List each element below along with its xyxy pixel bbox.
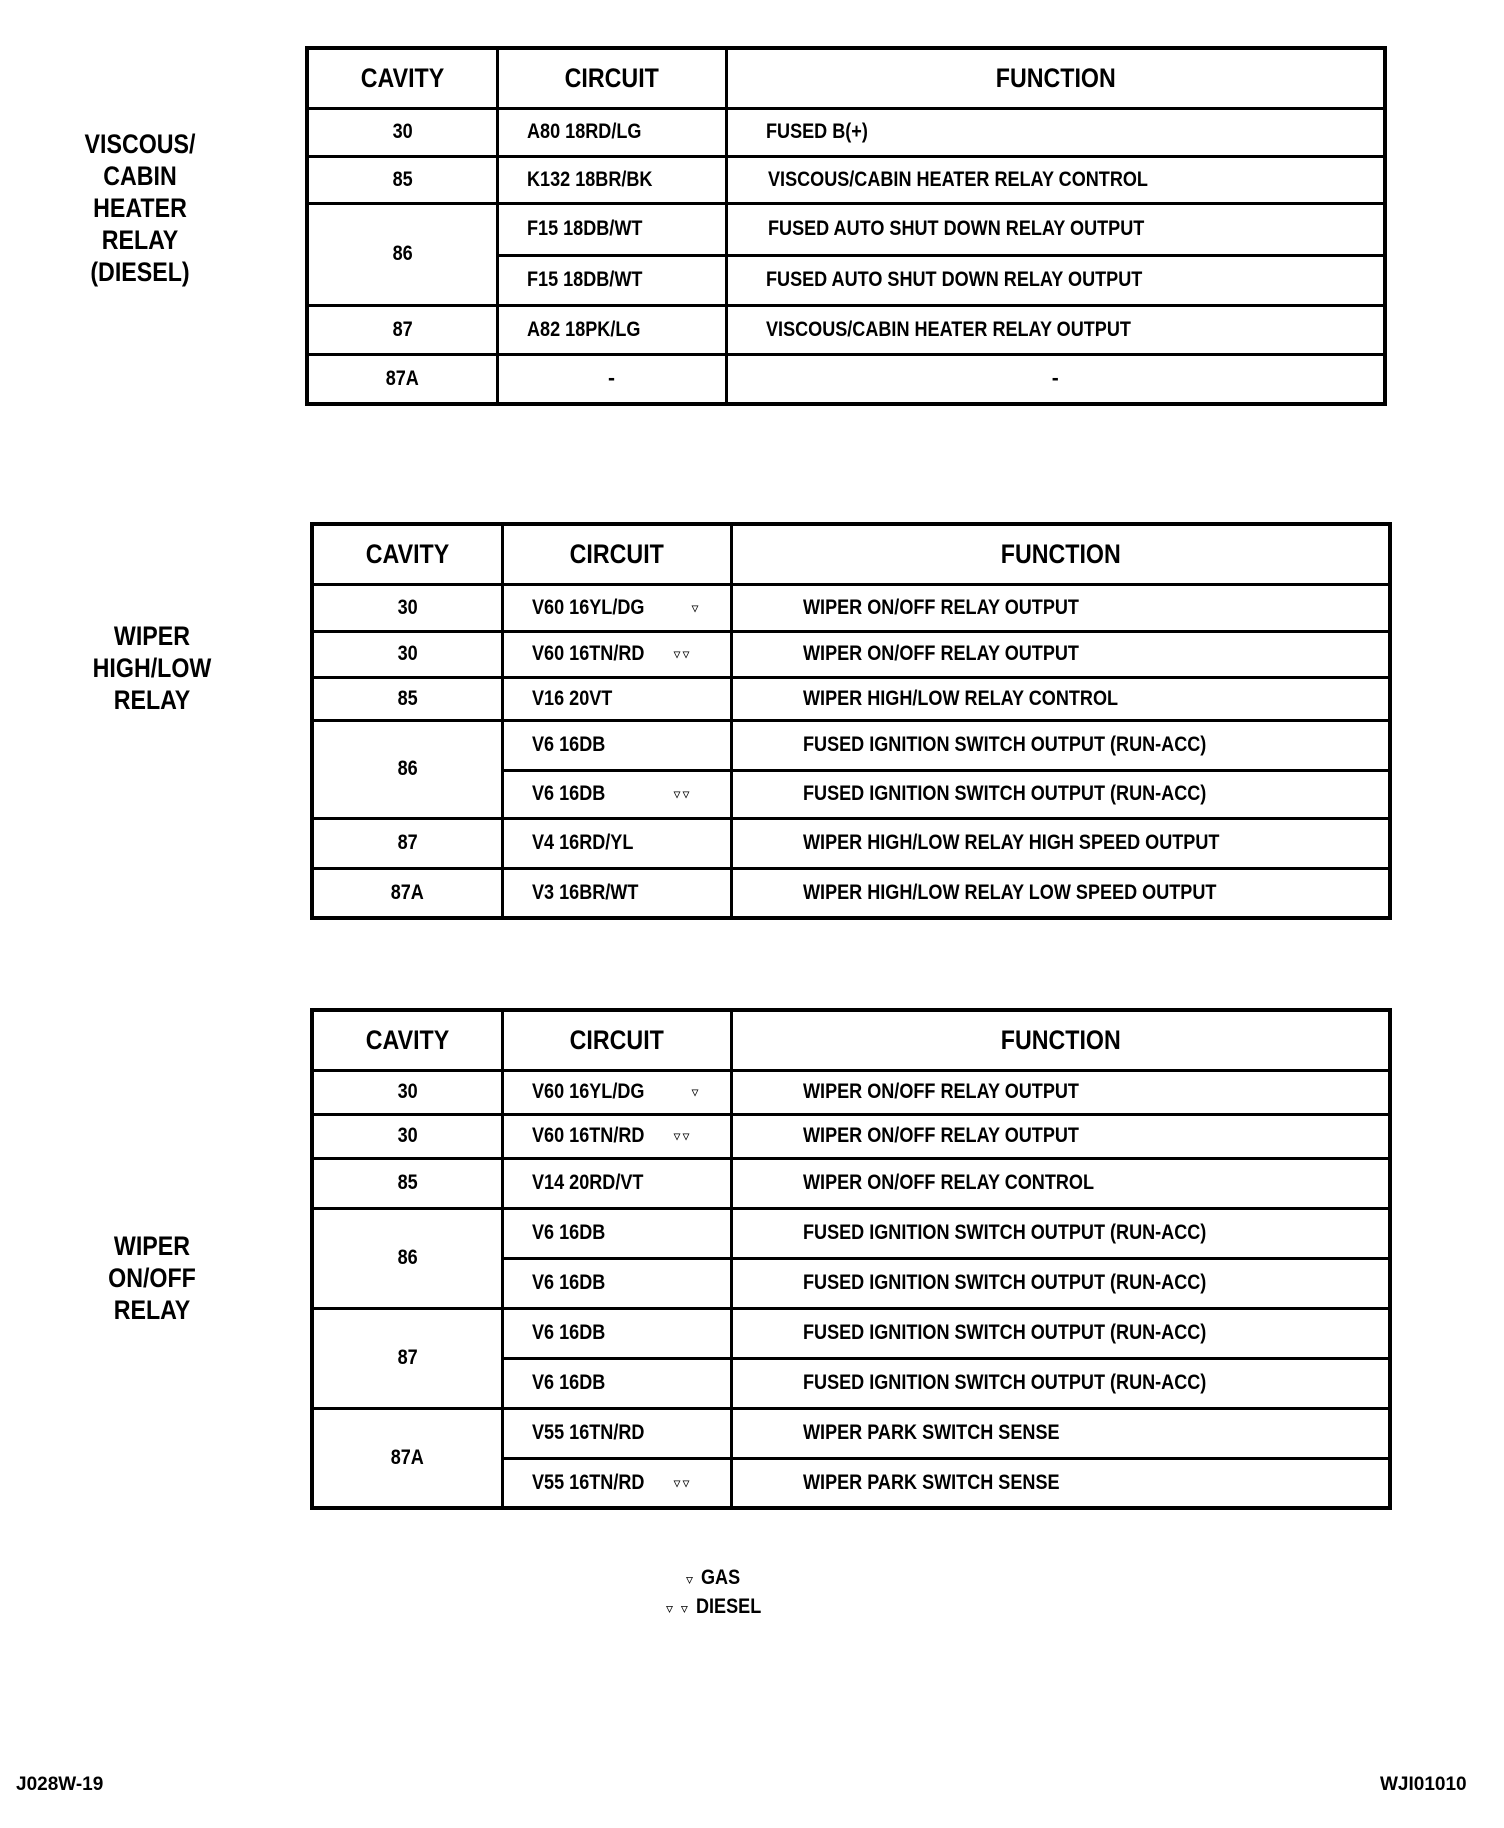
section-label-wiper-high-low-relay: WIPER HIGH/LOW RELAY <box>92 621 212 715</box>
table-row <box>307 203 1385 255</box>
header-function: FUNCTION <box>731 1010 1390 1070</box>
circuit-cell: V60 16TN/RD ▿▿ <box>502 631 731 677</box>
header-cavity: CAVITY <box>312 1010 502 1070</box>
function-cell: FUSED IGNITION SWITCH OUTPUT (RUN-ACC) <box>731 1308 1390 1358</box>
function-cell: WIPER HIGH/LOW RELAY LOW SPEED OUTPUT <box>731 868 1390 918</box>
table-row <box>312 1308 1390 1358</box>
table-row <box>312 1408 1390 1458</box>
cavity-cell: 30 <box>307 108 497 156</box>
header-circuit: CIRCUIT <box>502 1010 731 1070</box>
header-circuit: CIRCUIT <box>497 48 726 108</box>
circuit-cell: V60 16TN/RD ▿▿ <box>502 1114 731 1158</box>
cavity-cell: 30 <box>312 631 502 677</box>
circuit-cell: V6 16DB <box>502 1258 731 1308</box>
function-cell: WIPER HIGH/LOW RELAY CONTROL <box>731 677 1390 720</box>
table-row <box>307 305 1385 354</box>
table-row <box>307 108 1385 156</box>
function-cell: FUSED AUTO SHUT DOWN RELAY OUTPUT <box>726 203 1385 255</box>
table-row <box>312 677 1390 720</box>
diesel-marker-icon: ▿▿ <box>673 645 692 662</box>
circuit-cell: - <box>497 354 726 404</box>
cavity-cell: 86 <box>312 720 502 818</box>
function-cell: VISCOUS/CABIN HEATER RELAY CONTROL <box>726 156 1385 203</box>
table-row <box>312 584 1390 631</box>
legend-item-gas: ▿ GAS <box>686 1566 741 1589</box>
circuit-cell: V4 16RD/YL <box>502 818 731 868</box>
function-cell: FUSED IGNITION SWITCH OUTPUT (RUN-ACC) <box>731 1258 1390 1308</box>
diesel-marker-icon: ▿▿ <box>673 1127 692 1144</box>
cavity-cell: 86 <box>307 203 497 305</box>
function-cell: - <box>726 354 1385 404</box>
function-cell: WIPER PARK SWITCH SENSE <box>731 1408 1390 1458</box>
circuit-cell: V6 16DB <box>502 1208 731 1258</box>
header-cavity: CAVITY <box>307 48 497 108</box>
table-row <box>312 868 1390 918</box>
circuit-cell: V6 16DB <box>502 1358 731 1408</box>
function-cell: WIPER HIGH/LOW RELAY HIGH SPEED OUTPUT <box>731 818 1390 868</box>
table-row <box>312 818 1390 868</box>
gas-marker-icon: ▿ <box>691 1083 701 1100</box>
diesel-marker-icon: ▿ ▿ <box>666 1600 690 1616</box>
header-cavity: CAVITY <box>312 524 502 584</box>
table-row <box>307 156 1385 203</box>
function-cell: FUSED IGNITION SWITCH OUTPUT (RUN-ACC) <box>731 770 1390 818</box>
figure-id-left: J028W-19 <box>16 1774 104 1795</box>
function-cell: VISCOUS/CABIN HEATER RELAY OUTPUT <box>726 305 1385 354</box>
cavity-cell: 87A <box>307 354 497 404</box>
function-cell: FUSED B(+) <box>726 108 1385 156</box>
cavity-cell: 85 <box>312 1158 502 1208</box>
circuit-cell: V6 16DB <box>502 1308 731 1358</box>
section-label-viscous-cabin-heater-relay: VISCOUS/ CABIN HEATER RELAY (DIESEL) <box>84 129 196 287</box>
function-cell: FUSED AUTO SHUT DOWN RELAY OUTPUT <box>726 255 1385 305</box>
table-row <box>312 720 1390 770</box>
table-header-row <box>307 48 1385 108</box>
connector-table-wiper-high-low <box>310 522 1392 920</box>
cavity-cell: 87 <box>312 1308 502 1408</box>
circuit-cell: V6 16DB <box>502 720 731 770</box>
circuit-cell: V60 16YL/DG ▿ <box>502 584 731 631</box>
function-cell: WIPER ON/OFF RELAY OUTPUT <box>731 1114 1390 1158</box>
function-cell: WIPER ON/OFF RELAY OUTPUT <box>731 1070 1390 1114</box>
connector-table-viscous-cabin-heater <box>305 46 1387 406</box>
table-row <box>312 1158 1390 1208</box>
table-row <box>312 631 1390 677</box>
circuit-cell: V16 20VT <box>502 677 731 720</box>
cavity-cell: 85 <box>307 156 497 203</box>
diesel-marker-icon: ▿▿ <box>673 785 692 802</box>
section-label-wiper-on-off-relay: WIPER ON/OFF RELAY <box>108 1231 196 1325</box>
diesel-marker-icon: ▿▿ <box>673 1474 692 1491</box>
circuit-cell: A80 18RD/LG <box>497 108 726 156</box>
cavity-cell: 86 <box>312 1208 502 1308</box>
cavity-cell: 87 <box>307 305 497 354</box>
table-row <box>312 1114 1390 1158</box>
cavity-cell: 87A <box>312 1408 502 1508</box>
cavity-cell: 30 <box>312 1114 502 1158</box>
circuit-cell: V6 16DB ▿▿ <box>502 770 731 818</box>
circuit-cell: V60 16YL/DG ▿ <box>502 1070 731 1114</box>
circuit-cell: V14 20RD/VT <box>502 1158 731 1208</box>
cavity-cell: 30 <box>312 1070 502 1114</box>
cavity-cell: 85 <box>312 677 502 720</box>
table-row <box>312 1070 1390 1114</box>
cavity-cell: 30 <box>312 584 502 631</box>
function-cell: WIPER PARK SWITCH SENSE <box>731 1458 1390 1508</box>
circuit-cell: V3 16BR/WT <box>502 868 731 918</box>
table-header-row <box>312 1010 1390 1070</box>
circuit-cell: V55 16TN/RD <box>502 1408 731 1458</box>
function-cell: FUSED IGNITION SWITCH OUTPUT (RUN-ACC) <box>731 1208 1390 1258</box>
header-function: FUNCTION <box>726 48 1385 108</box>
legend-item-diesel: ▿ ▿ DIESEL <box>666 1595 762 1618</box>
circuit-cell: V55 16TN/RD ▿▿ <box>502 1458 731 1508</box>
function-cell: FUSED IGNITION SWITCH OUTPUT (RUN-ACC) <box>731 720 1390 770</box>
function-cell: WIPER ON/OFF RELAY CONTROL <box>731 1158 1390 1208</box>
header-circuit: CIRCUIT <box>502 524 731 584</box>
figure-id-right: WJI01010 <box>1380 1774 1467 1795</box>
circuit-cell: F15 18DB/WT <box>497 203 726 255</box>
circuit-cell: K132 18BR/BK <box>497 156 726 203</box>
connector-table-wiper-on-off <box>310 1008 1392 1510</box>
circuit-cell: F15 18DB/WT <box>497 255 726 305</box>
header-function: FUNCTION <box>731 524 1390 584</box>
table-row <box>312 1208 1390 1258</box>
function-cell: WIPER ON/OFF RELAY OUTPUT <box>731 584 1390 631</box>
table-row <box>307 354 1385 404</box>
gas-marker-icon: ▿ <box>686 1571 696 1587</box>
cavity-cell: 87A <box>312 868 502 918</box>
gas-marker-icon: ▿ <box>691 599 701 615</box>
cavity-cell: 87 <box>312 818 502 868</box>
function-cell: WIPER ON/OFF RELAY OUTPUT <box>731 631 1390 677</box>
circuit-cell: A82 18PK/LG <box>497 305 726 354</box>
table-header-row <box>312 524 1390 584</box>
function-cell: FUSED IGNITION SWITCH OUTPUT (RUN-ACC) <box>731 1358 1390 1408</box>
